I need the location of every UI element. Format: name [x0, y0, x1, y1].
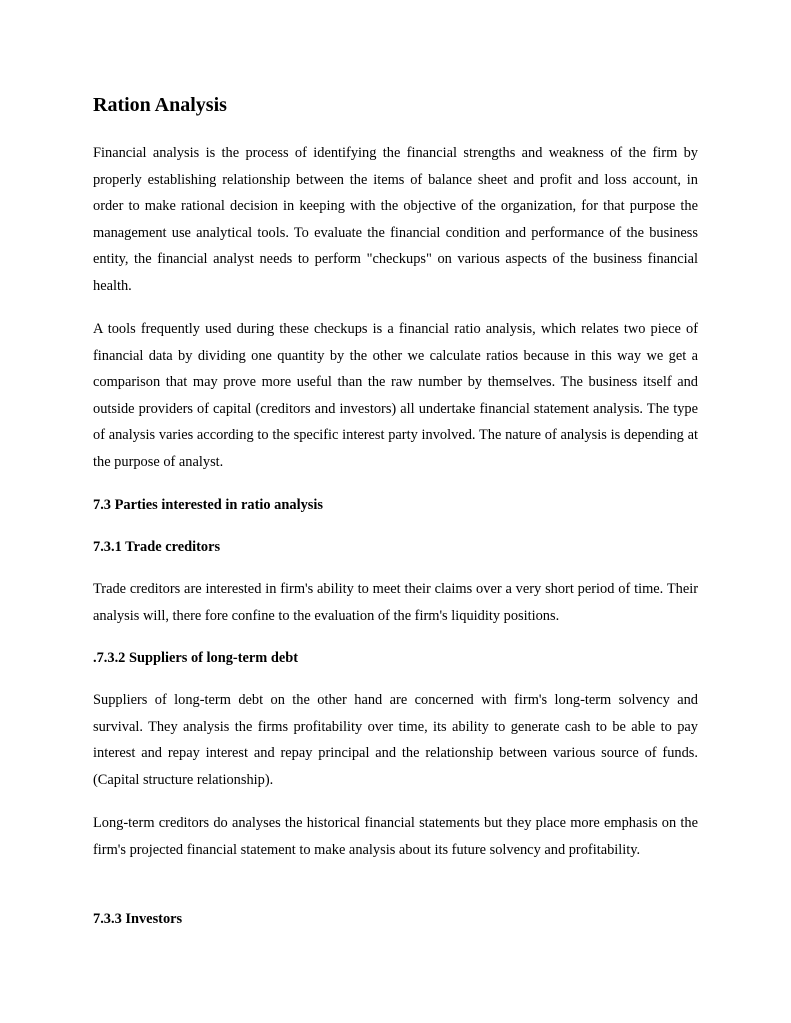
heading-suppliers-long-term-debt: .7.3.2 Suppliers of long-term debt — [93, 650, 299, 666]
heading-parties-interested: 7.3 Parties interested in ratio analysis — [93, 497, 323, 513]
heading-trade-creditors: 7.3.1 Trade creditors — [93, 539, 221, 555]
paragraph-long-term-creditors: Long-term creditors do analyses the historical financial statements but they place more emphasis on the firm's projected financial statement to make analysis about its future solvency and profitability. — [93, 815, 698, 858]
page-title: Ration Analysis — [93, 94, 227, 116]
heading-investors: 7.3.3 Investors — [93, 911, 183, 927]
paragraph-financial-analysis: Financial analysis is the process of identifying the financial strengths and weakness of the firm by properly establishing relationship between the items of balance sheet and profit and loss account, in order to make rational decision in keeping with the objective of the organization, for that purpose the management use analytical tools. To evaluate the financial condition and performance of the business entity, the financial analyst needs to perform "checkups" on various aspects of the business financial health. — [93, 145, 698, 294]
paragraph-trade-creditors: Trade creditors are interested in firm's ability to meet their claims over a very short period of time. Their analysis will, there fore confine to the evaluation of the firm's liquidity positions. — [93, 581, 698, 624]
paragraph-suppliers-long-term-debt: Suppliers of long-term debt on the other hand are concerned with firm's long-term solvency and survival. They analysis the firms profitability over time, its ability to generate cash to be able to pay interest and repay interest and repay principal and the relationship between various source of funds. (Capital structure relationship). — [93, 692, 698, 788]
paragraph-ratio-analysis: A tools frequently used during these checkups is a financial ratio analysis, which relates two piece of financial data by dividing one quantity by the other we calculate ratios because in this way we get a comparison that may prove more useful than the raw number by themselves. The business itself and outside providers of capital (creditors and investors) all undertake financial statement analysis. The type of analysis varies according to the specific interest party involved. The nature of analysis is depending at the purpose of analyst. — [93, 321, 698, 470]
